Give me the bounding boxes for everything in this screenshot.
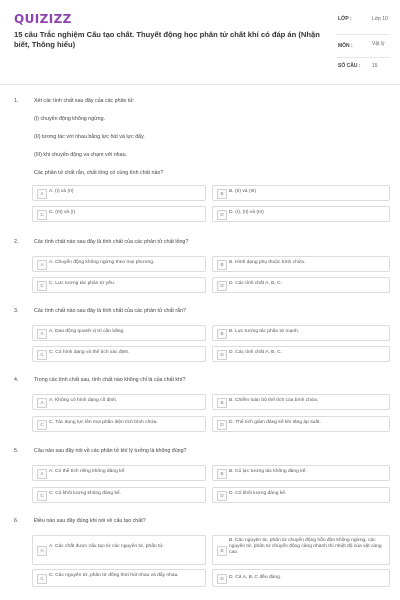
meta-value: 15 [372,63,378,69]
option-letter: C [37,281,47,291]
option-text: B. Hình dạng phụ thuộc bình chứa. [229,260,306,265]
option-letter: A [37,546,47,556]
option-letter: D [217,491,227,501]
option-text: C. Lực tương tác phân tử yếu. [49,281,116,286]
option-letter: C [37,420,47,430]
option-text: B. (II) và (III) [229,189,257,194]
option-b[interactable] [212,256,390,272]
question-line: (III) khi chuyển động va chạm với nhau. [34,152,127,158]
question-line: Xét các tính chất sau đây của các phân tử: [34,98,135,104]
question-stem: Trong các tính chất sau, tính chất nào không chỉ là của chất khí? [34,377,186,383]
option-letter: C [37,491,47,501]
option-b[interactable] [212,325,390,341]
question-number: 6. [14,518,19,524]
question-stem: Câu nào sau đây nói về các phân tử khí lý tưởng là không đúng? [34,448,187,454]
option-letter: A [37,329,47,339]
meta-row-count [336,58,390,72]
meta-key: LỚP : [338,16,352,22]
option-d[interactable] [212,277,390,293]
option-c[interactable] [32,569,206,587]
option-letter: C [37,350,47,360]
option-text: B. Chiếm toàn bộ thể tích của bình chứa. [229,398,319,403]
question-line: Các phân tử chất rắn, chất lỏng có cùng tính chất nào? [34,170,164,176]
option-letter: A [37,189,47,199]
option-c[interactable] [32,206,206,222]
option-letter: B [217,260,227,270]
question-line: (II) tương tác với nhau bằng lực hút và lực đẩy. [34,134,145,140]
option-text: D. Thể tích giảm đáng kể khi tăng áp suất. [229,420,321,425]
question-number: 4. [14,377,19,383]
option-letter: D [217,210,227,220]
option-text: A. Không có hình dạng cố định. [49,398,118,403]
option-text: A. Dao động quanh vị trí cân bằng. [49,329,125,334]
question-number: 3. [14,308,19,314]
option-text: A. (I) và (II) [49,189,74,194]
option-letter: C [37,210,47,220]
option-d[interactable] [212,206,390,222]
option-text: C. (III) và (I) [49,210,76,215]
option-letter: A [37,260,47,270]
meta-key: MÔN : [338,43,353,49]
meta-row-class [336,14,390,35]
option-letter: B [217,546,227,556]
option-text: A. Chuyển động không ngừng theo mọi phương. [49,260,155,265]
question-number: 1. [14,98,19,104]
meta-value: Lớp 10 [372,16,388,22]
option-letter: C [37,574,47,584]
question-number: 2. [14,239,19,245]
meta-key: SỐ CÂU : [338,63,361,69]
option-letter: A [37,469,47,479]
option-letter: A [37,398,47,408]
question-number: 5. [14,448,19,454]
option-text: D. Các tính chất A, B, C. [229,350,283,355]
option-b[interactable] [212,185,390,201]
option-text: C. Có khối lượng không đáng kể. [49,491,122,496]
option-a[interactable] [32,185,206,201]
quizizz-logo: QUIZIZZ [14,12,72,26]
meta-value: Vật lý [372,41,385,47]
option-a[interactable] [32,535,206,565]
option-text: C. Có hình dạng và thể tích xác định. [49,350,130,355]
option-letter: B [217,398,227,408]
option-a[interactable] [32,256,206,272]
option-text: D. (I), (II) và (III) [229,210,264,215]
option-d[interactable] [212,346,390,362]
option-letter: B [217,189,227,199]
option-c[interactable] [32,277,206,293]
option-text: D. Cả A, B, C đều đúng. [229,575,282,580]
option-d[interactable] [212,416,390,432]
option-a[interactable] [32,465,206,481]
question-line: (I) chuyển động không ngừng. [34,116,105,122]
option-c[interactable] [32,416,206,432]
option-letter: D [217,420,227,430]
option-a[interactable] [32,394,206,410]
worksheet-header [0,0,400,84]
option-d[interactable] [212,487,390,503]
option-c[interactable] [32,346,206,362]
option-letter: D [217,281,227,291]
option-b[interactable] [212,394,390,410]
option-text: A. Có thể tích riêng không đáng kể. [49,469,126,474]
option-text: B. Có lực tương tác không đáng kể. [229,469,307,474]
worksheet-meta [336,14,390,72]
option-d[interactable] [212,569,390,587]
worksheet-title: 15 câu Trắc nghiệm Cấu tạo chất. Thuyết động học phân tử chất khí có đáp án (Nhận biết, Thông hiểu) [14,30,320,49]
option-text: A. Các chất được cấu tạo từ các nguyên tử, phân tử. [49,544,164,549]
option-b[interactable] [212,465,390,481]
option-text: B. Lực tương tác phân tử mạnh. [229,329,300,334]
option-text: D. Có khối lượng đáng kể. [229,491,287,496]
option-b[interactable] [212,535,390,565]
option-text: C. Các nguyên tử, phân tử đồng thời hút nhau và đẩy nhau. [49,573,179,578]
option-a[interactable] [32,325,206,341]
option-letter: B [217,469,227,479]
question-stem: Các tính chất nào sau đây là tính chất của các phân tử chất lỏng? [34,239,189,245]
option-letter: B [217,329,227,339]
option-text: D. Các tính chất A, B, C. [229,281,283,286]
option-text: C. Tác dụng lực lên mọi phần diện tích bình chứa. [49,420,158,425]
option-letter: D [217,350,227,360]
option-text: B. Các nguyên tử, phân tử chuyển động hỗn độn không ngừng, các nguyên tử, phân tử chuyển động càng nhanh thì nhiệt độ của vật càng cao. [229,538,382,555]
option-c[interactable] [32,487,206,503]
question-stem: Điều nào sau đây đúng khi nói về cấu tạo chất? [34,518,146,524]
question-stem: Các tính chất nào sau đây là tính chất của các phân tử chất rắn? [34,308,186,314]
meta-row-subject [336,35,390,58]
option-letter: D [217,574,227,584]
header-divider [0,84,400,85]
